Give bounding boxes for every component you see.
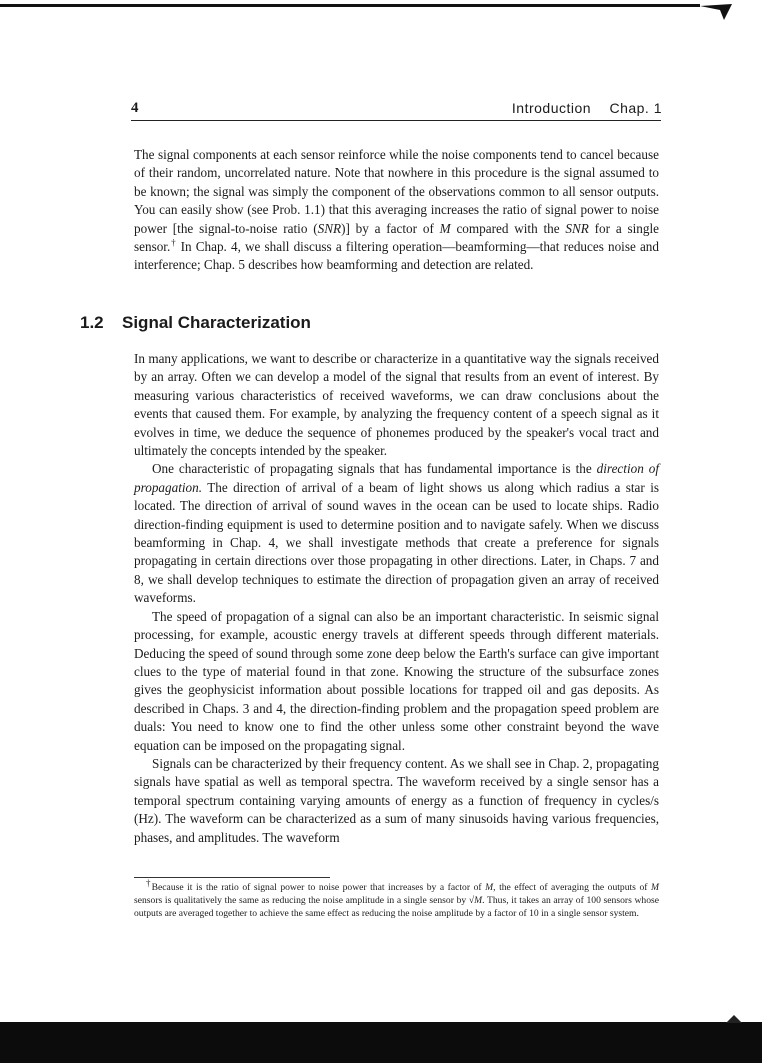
paragraph-2-text-a: One characteristic of propagating signals that has fundamental importance is the [152,461,597,477]
scan-top-edge [0,4,700,7]
paragraph-3: The speed of propagation of a signal can also be an important characteristic. In seismic signal processing, for example, acoustic energy travels at different speeds through different materials. Deducing the speed of sound through some zone deep below the Earth's surface can give important clues to the type of material found in that zone. Knowing the structure of the subsurface zones gives the geophysicist information about possible locations for trapped oil and gas deposits. As described in Chaps. 3 and 4, the direction-finding problem and the propagation speed problem are duals: You need to know one to find the other unless some other constraint beyond the wave equation can be imposed on the propagating signal. [134,608,659,753]
intro-text-5: In Chap. 4, we shall discuss a filtering operation—beamforming—that reduces noise and interference; Chap. 5 describes how beamforming and detection are related. [134,239,659,273]
scan-bottom-mark [724,1014,744,1024]
intro-text-3: compared with the [450,220,566,236]
paragraph-4: Signals can be characterized by their frequency content. As we shall see in Chap. 2, propagating signals have spatial as well as temporal spectra. The waveform received by a single sensor has a temporal spectrum containing varying amounts of energy as a function of frequency in cycles/s (Hz). The waveform can be characterized as a sum of many sinusoids having various frequencies, phases, and amplitudes. The waveform [134,755,659,845]
footnote-text-1: Because it is the ratio of signal power to noise power that increases by a factor of [151,882,486,893]
paragraph-2 [134,460,659,607]
footnote-m-2: M [651,882,659,893]
intro-snr-1: SNR [317,220,342,236]
paragraph-2-text-b: The direction of arrival of a beam of light shows us along which radius a star is located. The direction of arrival of sound waves in the ocean can be used to locate ships. Radio direction-finding equipment is used to determine position and to navigate safely. When we discuss beamforming in Chap. 4, we shall investigate methods that create a preference for signals propagating in certain directions over those propagating in other directions. Later, in Chaps. 7 and 8, we shall develop techniques to estimate the direction of propagation given an array of received waveforms. [134,479,659,606]
section-body [134,350,659,847]
footnote-text-4: . Thus, it takes an array of 100 sensors whose outputs are averaged together to achieve the same effect as reducing the noise amplitude by a factor of 10 in a single sensor system. [134,894,659,919]
section-number: 1.2 [80,313,104,332]
intro-text-4: for a single sensor. [134,220,659,255]
paragraph-2-emphasis: direction of propagation. [134,461,659,495]
paragraph-1: In many applications, we want to describe or characterize in a quantitative way the signals received by an array. Often we can develop a model of the signal that results from an event of interest. By measuring various characteristics of received waveforms, we can draw conclusions about the events that caused them. For example, by analyzing the frequency content of a speech signal as it evolves in time, we deduce the sequence of phonemes produced by the speaker's vocal tract and ultimately the concepts intended by the speaker. [134,351,659,459]
footnote-text-2: , the effect of averaging the outputs of [493,882,651,893]
footnote-mark: † [146,877,152,888]
scan-smudge-mark [700,2,740,22]
running-head-chapter-title: Introduction [511,100,592,116]
intro-text-1: The signal components at each sensor reinforce while the noise components tend to cancel because of their random, uncorrelated nature. Note that nowhere in this procedure is the signal assumed to be known; the signal was simply the component of the observations common to all sensor outputs. You can easily show (see Prob. 1.1) that this averaging increases the ratio of signal power to noise power [the signal-to-noise ratio ( [134,147,659,236]
footnote [134,877,659,920]
footnote-m-1: M [485,882,494,893]
footnote-sqrt-m: √M [468,894,483,906]
running-head [498,100,662,116]
footnote-marker: † [170,237,177,248]
section-heading [80,313,311,333]
scan-bottom-edge [0,1022,762,1063]
footnote-text-3: sensors is qualitatively the same as reducing the noise amplitude in a single sensor by [134,894,469,906]
page-number: 4 [131,100,139,116]
footnote-rule [134,877,330,878]
section-title: Signal Characterization [122,313,311,332]
intro-paragraph [134,146,659,275]
intro-text-2: )] by a factor of [341,220,440,236]
header-rule [131,120,661,121]
running-head-chapter-number: Chap. 1 [609,100,662,116]
intro-snr-2: SNR [565,220,589,236]
intro-m: M [439,220,451,236]
